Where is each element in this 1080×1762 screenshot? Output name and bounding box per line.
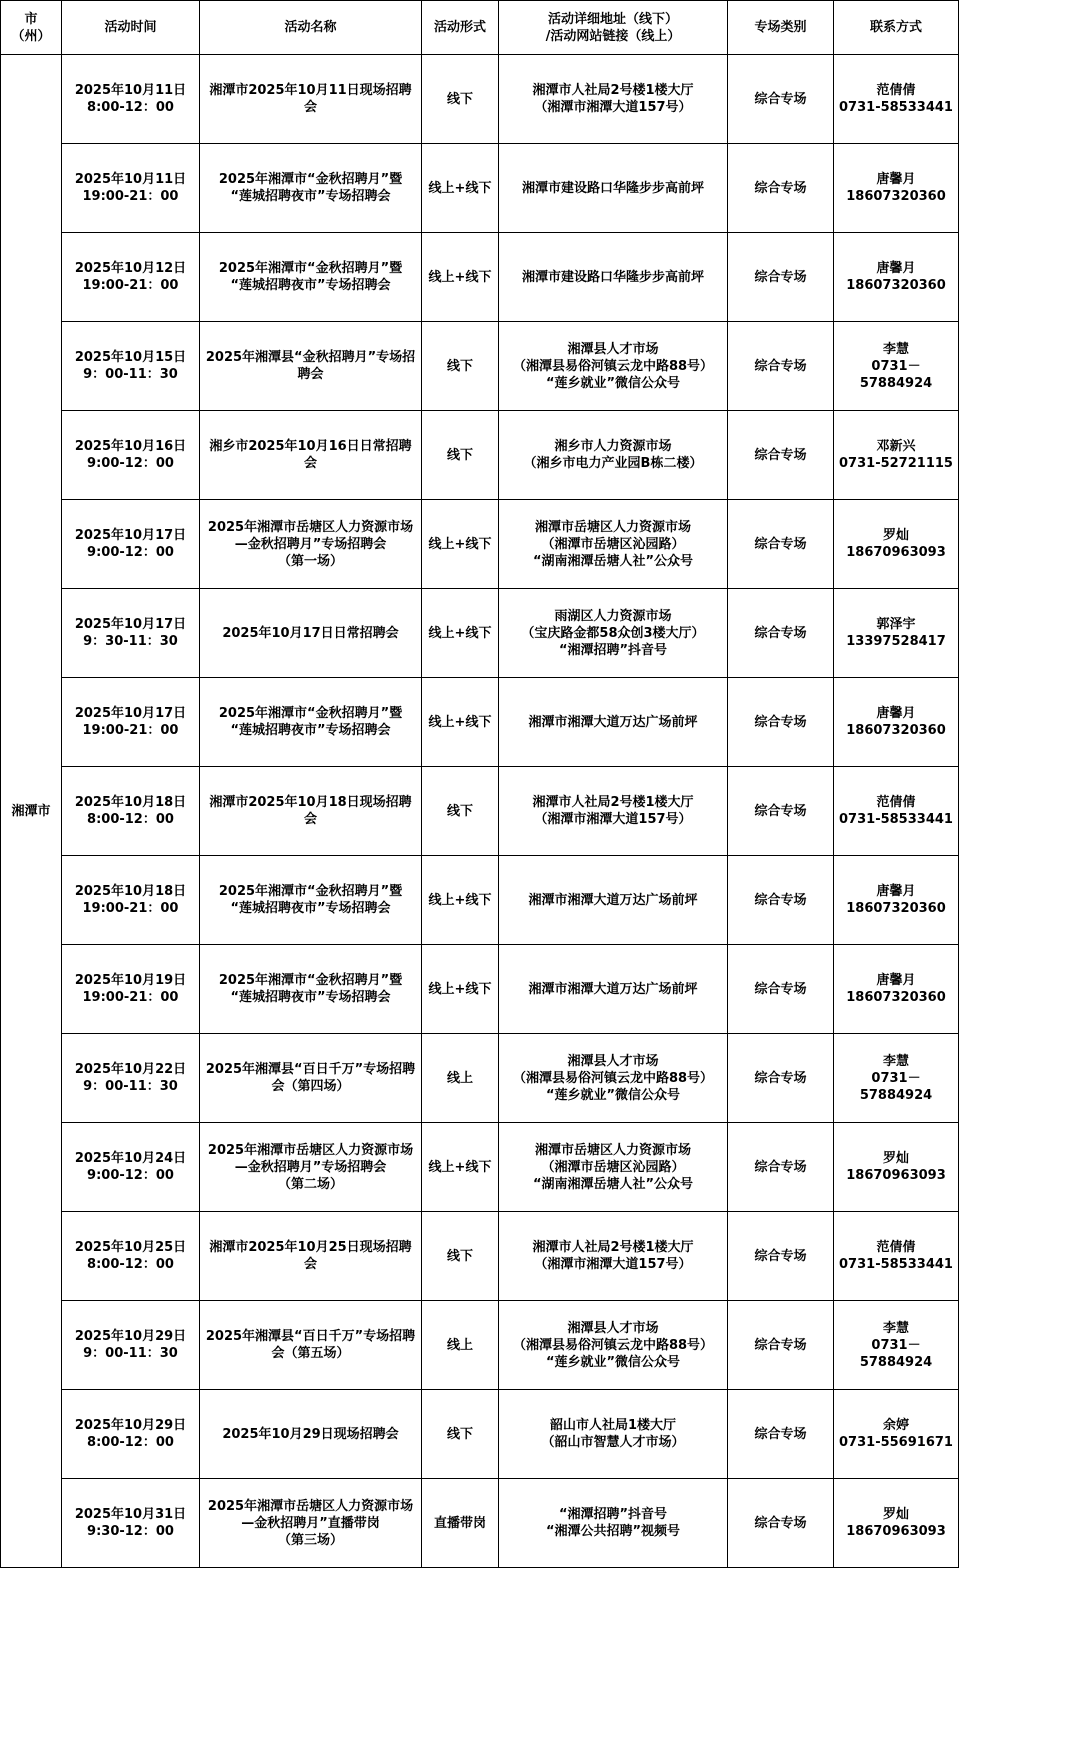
- time-cell: 2025年10月17日 9:00-12：00: [62, 500, 200, 589]
- address-cell: 湘潭市湘潭大道万达广场前坪: [499, 678, 728, 767]
- table-row: [1, 55, 959, 144]
- contact-cell: 邓新兴 0731-52721115: [834, 411, 959, 500]
- table-row: [1, 1034, 959, 1123]
- contact-cell: 李慧 0731－57884924: [834, 1034, 959, 1123]
- contact-cell: 罗灿 18670963093: [834, 500, 959, 589]
- time-cell: 2025年10月22日 9：00-11：30: [62, 1034, 200, 1123]
- time-cell: 2025年10月12日 19:00-21：00: [62, 233, 200, 322]
- format-cell: 线下: [422, 1212, 499, 1301]
- table-row: [1, 233, 959, 322]
- contact-cell: 唐馨月 18607320360: [834, 945, 959, 1034]
- name-cell: 2025年湘潭市“金秋招聘月”暨 “莲城招聘夜市”专场招聘会: [200, 144, 422, 233]
- table-row: [1, 500, 959, 589]
- name-cell: 湘潭市2025年10月11日现场招聘会: [200, 55, 422, 144]
- time-cell: 2025年10月19日 19:00-21：00: [62, 945, 200, 1034]
- time-cell: 2025年10月18日 19:00-21：00: [62, 856, 200, 945]
- format-cell: 线下: [422, 411, 499, 500]
- time-cell: 2025年10月11日 19:00-21：00: [62, 144, 200, 233]
- format-cell: 线上+线下: [422, 589, 499, 678]
- time-cell: 2025年10月29日 9：00-11：30: [62, 1301, 200, 1390]
- category-cell: 综合专场: [728, 1034, 834, 1123]
- table-body: [1, 55, 959, 1568]
- contact-cell: 唐馨月 18607320360: [834, 678, 959, 767]
- name-cell: 湘潭市2025年10月18日现场招聘会: [200, 767, 422, 856]
- name-cell: 湘乡市2025年10月16日日常招聘会: [200, 411, 422, 500]
- category-cell: 综合专场: [728, 1123, 834, 1212]
- table-row: [1, 589, 959, 678]
- address-cell: 湘潭市建设路口华隆步步高前坪: [499, 144, 728, 233]
- header-name: 活动名称: [200, 1, 422, 55]
- name-cell: 湘潭市2025年10月25日现场招聘会: [200, 1212, 422, 1301]
- contact-cell: 唐馨月 18607320360: [834, 233, 959, 322]
- format-cell: 线上+线下: [422, 945, 499, 1034]
- address-cell: 湘潭市建设路口华隆步步高前坪: [499, 233, 728, 322]
- address-cell: “湘潭招聘”抖音号 “湘潭公共招聘”视频号: [499, 1479, 728, 1568]
- format-cell: 线上+线下: [422, 678, 499, 767]
- time-cell: 2025年10月11日 8:00-12：00: [62, 55, 200, 144]
- table-row: [1, 767, 959, 856]
- category-cell: 综合专场: [728, 322, 834, 411]
- time-cell: 2025年10月18日 8:00-12：00: [62, 767, 200, 856]
- name-cell: 2025年湘潭县“百日千万”专场招聘会（第五场）: [200, 1301, 422, 1390]
- category-cell: 综合专场: [728, 1301, 834, 1390]
- category-cell: 综合专场: [728, 767, 834, 856]
- format-cell: 线上: [422, 1034, 499, 1123]
- header-category: 专场类别: [728, 1, 834, 55]
- category-cell: 综合专场: [728, 1212, 834, 1301]
- category-cell: 综合专场: [728, 500, 834, 589]
- address-cell: 湘潭市湘潭大道万达广场前坪: [499, 945, 728, 1034]
- name-cell: 2025年湘潭市岳塘区人力资源市场—金秋招聘月”专场招聘会 （第一场）: [200, 500, 422, 589]
- table-row: [1, 322, 959, 411]
- table-row: [1, 1479, 959, 1568]
- table-row: [1, 856, 959, 945]
- address-cell: 雨湖区人力资源市场 （宝庆路金都58众创3楼大厅） “湘潭招聘”抖音号: [499, 589, 728, 678]
- table-row: [1, 1390, 959, 1479]
- address-cell: 湘潭市人社局2号楼1楼大厅 （湘潭市湘潭大道157号）: [499, 767, 728, 856]
- address-cell: 湘乡市人力资源市场 （湘乡市电力产业园B栋二楼）: [499, 411, 728, 500]
- contact-cell: 郭泽宇 13397528417: [834, 589, 959, 678]
- contact-cell: 罗灿 18670963093: [834, 1479, 959, 1568]
- contact-cell: 范倩倩 0731-58533441: [834, 1212, 959, 1301]
- address-cell: 湘潭市人社局2号楼1楼大厅 （湘潭市湘潭大道157号）: [499, 55, 728, 144]
- address-cell: 湘潭市湘潭大道万达广场前坪: [499, 856, 728, 945]
- category-cell: 综合专场: [728, 1390, 834, 1479]
- format-cell: 线上+线下: [422, 233, 499, 322]
- category-cell: 综合专场: [728, 856, 834, 945]
- time-cell: 2025年10月17日 9：30-11：30: [62, 589, 200, 678]
- format-cell: 线下: [422, 322, 499, 411]
- address-cell: 湘潭县人才市场 （湘潭县易俗河镇云龙中路88号） “莲乡就业”微信公众号: [499, 1301, 728, 1390]
- header-row: [1, 1, 959, 55]
- format-cell: 线下: [422, 1390, 499, 1479]
- format-cell: 线上+线下: [422, 1123, 499, 1212]
- contact-cell: 李慧 0731－57884924: [834, 1301, 959, 1390]
- format-cell: 线下: [422, 767, 499, 856]
- name-cell: 2025年湘潭市“金秋招聘月”暨 “莲城招聘夜市”专场招聘会: [200, 233, 422, 322]
- category-cell: 综合专场: [728, 1479, 834, 1568]
- contact-cell: 罗灿 18670963093: [834, 1123, 959, 1212]
- table-row: [1, 411, 959, 500]
- header-address: 活动详细地址（线下） /活动网站链接（线上）: [499, 1, 728, 55]
- address-cell: 湘潭县人才市场 （湘潭县易俗河镇云龙中路88号） “莲乡就业”微信公众号: [499, 1034, 728, 1123]
- time-cell: 2025年10月16日 9:00-12：00: [62, 411, 200, 500]
- category-cell: 综合专场: [728, 55, 834, 144]
- address-cell: 湘潭县人才市场 （湘潭县易俗河镇云龙中路88号） “莲乡就业”微信公众号: [499, 322, 728, 411]
- format-cell: 直播带岗: [422, 1479, 499, 1568]
- contact-cell: 唐馨月 18607320360: [834, 144, 959, 233]
- format-cell: 线上+线下: [422, 856, 499, 945]
- header-format: 活动形式: [422, 1, 499, 55]
- table-row: [1, 1123, 959, 1212]
- address-cell: 湘潭市岳塘区人力资源市场 （湘潭市岳塘区沁园路） “湖南湘潭岳塘人社”公众号: [499, 500, 728, 589]
- address-cell: 韶山市人社局1楼大厅 （韶山市智慧人才市场）: [499, 1390, 728, 1479]
- category-cell: 综合专场: [728, 945, 834, 1034]
- time-cell: 2025年10月31日 9:30-12：00: [62, 1479, 200, 1568]
- table-row: [1, 1212, 959, 1301]
- name-cell: 2025年湘潭市“金秋招聘月”暨 “莲城招聘夜市”专场招聘会: [200, 945, 422, 1034]
- category-cell: 综合专场: [728, 678, 834, 767]
- table-row: [1, 1301, 959, 1390]
- name-cell: 2025年10月29日现场招聘会: [200, 1390, 422, 1479]
- name-cell: 2025年湘潭县“百日千万”专场招聘会（第四场）: [200, 1034, 422, 1123]
- address-cell: 湘潭市人社局2号楼1楼大厅 （湘潭市湘潭大道157号）: [499, 1212, 728, 1301]
- name-cell: 2025年10月17日日常招聘会: [200, 589, 422, 678]
- category-cell: 综合专场: [728, 233, 834, 322]
- format-cell: 线上+线下: [422, 500, 499, 589]
- name-cell: 2025年湘潭市“金秋招聘月”暨 “莲城招聘夜市”专场招聘会: [200, 856, 422, 945]
- category-cell: 综合专场: [728, 144, 834, 233]
- city-cell: 湘潭市: [1, 55, 62, 1568]
- header-contact: 联系方式: [834, 1, 959, 55]
- name-cell: 2025年湘潭市岳塘区人力资源市场—金秋招聘月”直播带岗 （第三场）: [200, 1479, 422, 1568]
- table-row: [1, 678, 959, 767]
- time-cell: 2025年10月29日 8:00-12：00: [62, 1390, 200, 1479]
- format-cell: 线下: [422, 55, 499, 144]
- time-cell: 2025年10月17日 19:00-21：00: [62, 678, 200, 767]
- contact-cell: 范倩倩 0731-58533441: [834, 767, 959, 856]
- contact-cell: 李慧 0731－57884924: [834, 322, 959, 411]
- format-cell: 线上+线下: [422, 144, 499, 233]
- name-cell: 2025年湘潭县“金秋招聘月”专场招聘会: [200, 322, 422, 411]
- time-cell: 2025年10月25日 8:00-12：00: [62, 1212, 200, 1301]
- name-cell: 2025年湘潭市“金秋招聘月”暨 “莲城招聘夜市”专场招聘会: [200, 678, 422, 767]
- table-row: [1, 144, 959, 233]
- name-cell: 2025年湘潭市岳塘区人力资源市场—金秋招聘月”专场招聘会 （第二场）: [200, 1123, 422, 1212]
- format-cell: 线上: [422, 1301, 499, 1390]
- table-row: [1, 945, 959, 1034]
- address-cell: 湘潭市岳塘区人力资源市场 （湘潭市岳塘区沁园路） “湖南湘潭岳塘人社”公众号: [499, 1123, 728, 1212]
- contact-cell: 余婷 0731-55691671: [834, 1390, 959, 1479]
- contact-cell: 范倩倩 0731-58533441: [834, 55, 959, 144]
- time-cell: 2025年10月24日 9:00-12：00: [62, 1123, 200, 1212]
- category-cell: 综合专场: [728, 589, 834, 678]
- time-cell: 2025年10月15日 9：00-11：30: [62, 322, 200, 411]
- header-city: 市 （州）: [1, 1, 62, 55]
- category-cell: 综合专场: [728, 411, 834, 500]
- header-time: 活动时间: [62, 1, 200, 55]
- contact-cell: 唐馨月 18607320360: [834, 856, 959, 945]
